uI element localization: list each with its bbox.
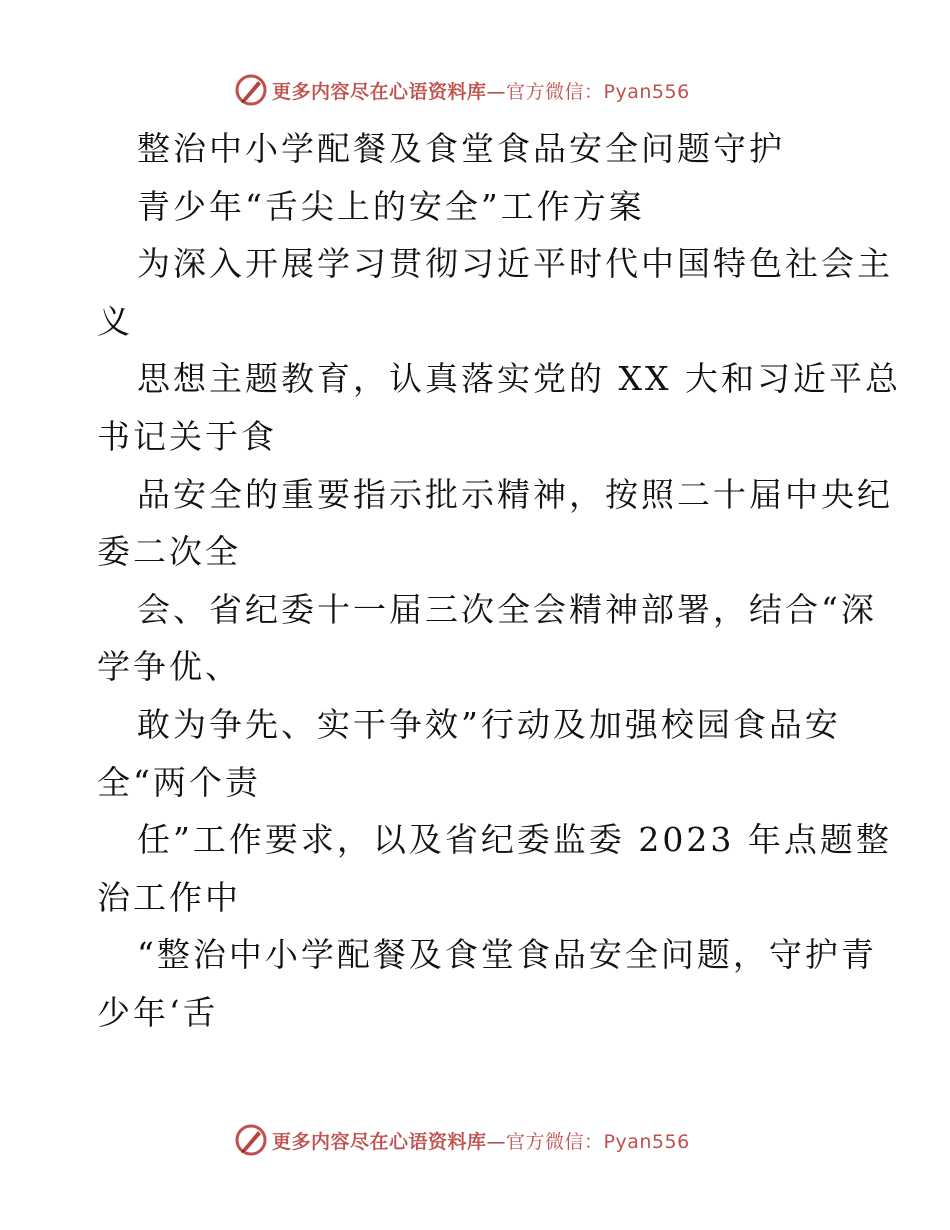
text-line: 敢为争先、实干争效”行动及加强校园食品安 [137, 704, 841, 744]
text-line: 委二次全 [97, 532, 241, 572]
footer-wechat: 官方微信：Pyan556 [506, 1130, 690, 1153]
text-line: 少年‘舌 [97, 992, 219, 1032]
text-line: 青少年“舌尖上的安全”工作方案 [137, 186, 645, 226]
footer-banner-text [272, 1127, 690, 1154]
text-line: 书记关于食 [97, 416, 277, 456]
text-line: 任”工作要求，以及省纪委监委 2023 年点题整 [137, 820, 892, 860]
text-line: 学争优、 [97, 647, 241, 687]
header-separator: — [486, 80, 507, 103]
header-banner-text [272, 77, 690, 104]
text-line: 品安全的重要指示批示精神，按照二十届中央纪 [137, 474, 893, 514]
pen-logo-icon [234, 1123, 268, 1157]
text-line: 为深入开展学习贯彻习近平时代中国特色社会主 [137, 244, 893, 284]
text-line: 治工作中 [97, 877, 241, 917]
text-line: “整治中小学配餐及食堂食品安全问题，守护青 [137, 935, 877, 975]
document-body [97, 120, 901, 1042]
text-line: 全“两个责 [97, 762, 261, 802]
header-wechat: 官方微信：Pyan556 [506, 80, 690, 103]
footer-separator: — [486, 1130, 507, 1153]
text-line: 会、省纪委十一届三次全会精神部署，结合“深 [137, 589, 877, 629]
header-brand: 更多内容尽在心语资料库 [272, 80, 487, 103]
pen-logo-icon [234, 73, 268, 107]
text-line: 思想主题教育，认真落实党的 XX 大和习近平总 [137, 359, 901, 399]
footer-brand: 更多内容尽在心语资料库 [272, 1130, 487, 1153]
text-line: 整治中小学配餐及食堂食品安全问题守护 [137, 129, 785, 168]
header-banner [234, 72, 714, 108]
text-line: 义 [97, 301, 133, 341]
footer-banner [234, 1122, 714, 1158]
